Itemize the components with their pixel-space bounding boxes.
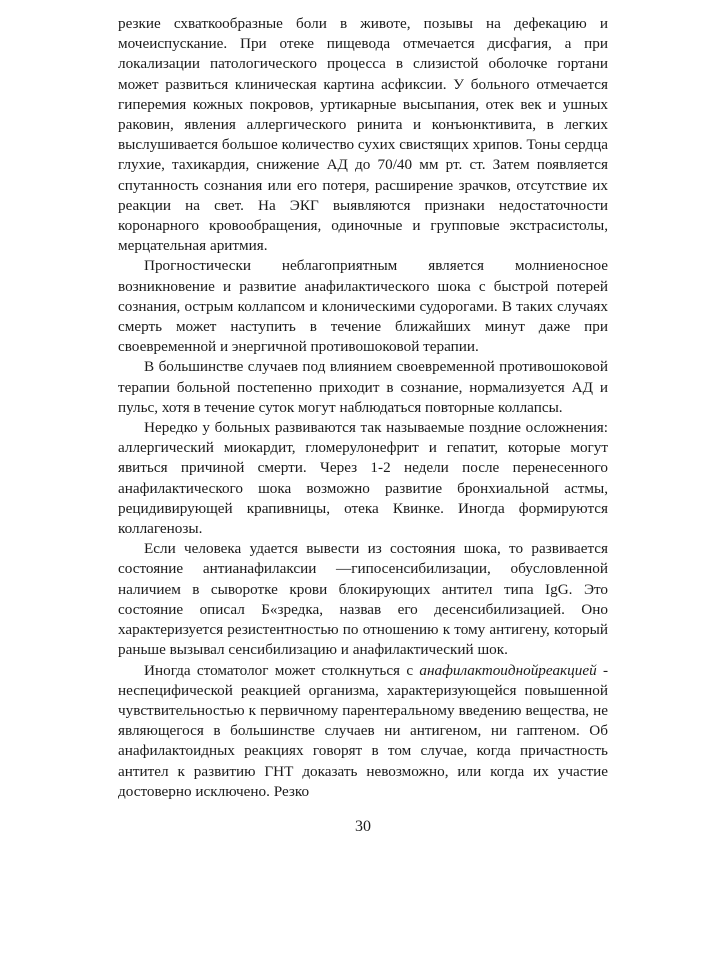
page-number: 30 [355, 818, 371, 835]
paragraph-6-lead: Иногда стоматолог может столкнуться с [144, 661, 420, 679]
italic-term: анафилактоиднойреакцией [419, 661, 597, 679]
paragraph-1: резкие схваткообразные боли в животе, позывы на дефекацию и мочеиспускание. При отеке пищевода отмечается дисфагия, а при локализации патологического процесса в слизистой оболочке гортани может развиться клиническая картина асфиксии. У больного отмечается гиперемия кожных покровов, уртикарные высыпания, отек век и ушных раковин, явления аллергического ринита и конъюнктивита, в легких выслушивается большое количество сухих свистящих хрипов. Тоны сердца глухие, тахикардия, снижение АД до 70/40 мм рт. ст. Затем появляется спутанность сознания или его потеря, расширение зрачков, отсутствие их реакции на свет. На ЭКГ выявляются признаки недостаточности коронарного кровообращения, одиночные и групповые экстрасистолы, мерцательная аритмия. [118, 15, 608, 255]
paragraph-6-rest: - неспецифической реакцией организма, характеризующейся повышенной чувствительностью к первичному парентеральному введению вещества, не являющегося в большинстве случаев ни антигеном, ни гаптеном. Об анафилактоидных реакциях говорят в том случае, когда причастность антител к развитию ГНТ доказать невозможно, или когда их участие достоверно исключено. Резко [118, 661, 609, 800]
body-text [118, 14, 608, 802]
paragraph-3: В большинстве случаев под влиянием своевременной противошоковой терапии больной постепенно приходит в сознание, нормализуется АД и пульс, хотя в течение суток могут наблюдаться повторные коллапсы. [118, 358, 608, 416]
paragraph-5: Если человека удается вывести из состояния шока, то развивается состояние антианафилаксии —гипосенсибилизации, обусловленной наличием в сыворотке крови блокирующих антител типа IgG. Это состояние описал Б«зредка, назвав его десенсибилизацией. Оно характеризуется резистентностью по отношению к тому антигену, который раньше вызывал сенсибилизацию и анафилактический шок. [118, 540, 608, 659]
paragraph-6 [118, 661, 608, 802]
paragraph-4: Нередко у больных развиваются так называемые поздние осложнения: аллергический миокардит, гломерулонефрит и гепатит, которые могут явиться причиной смерти. Через 1-2 недели после перенесенного анафилактического шока возможно развитие бронхиальной астмы, рецидивирующей крапивницы, отека Квинке. Иногда формируются коллагенозы. [118, 419, 608, 538]
paragraph-2: Прогностически неблагоприятным является молниеносное возникновение и развитие анафилактического шока с быстрой потерей сознания, острым коллапсом и клоническими судорогами. В таких случаях смерть может наступить в течение ближайших минут даже при своевременной и энергичной противошоковой терапии. [118, 257, 608, 356]
